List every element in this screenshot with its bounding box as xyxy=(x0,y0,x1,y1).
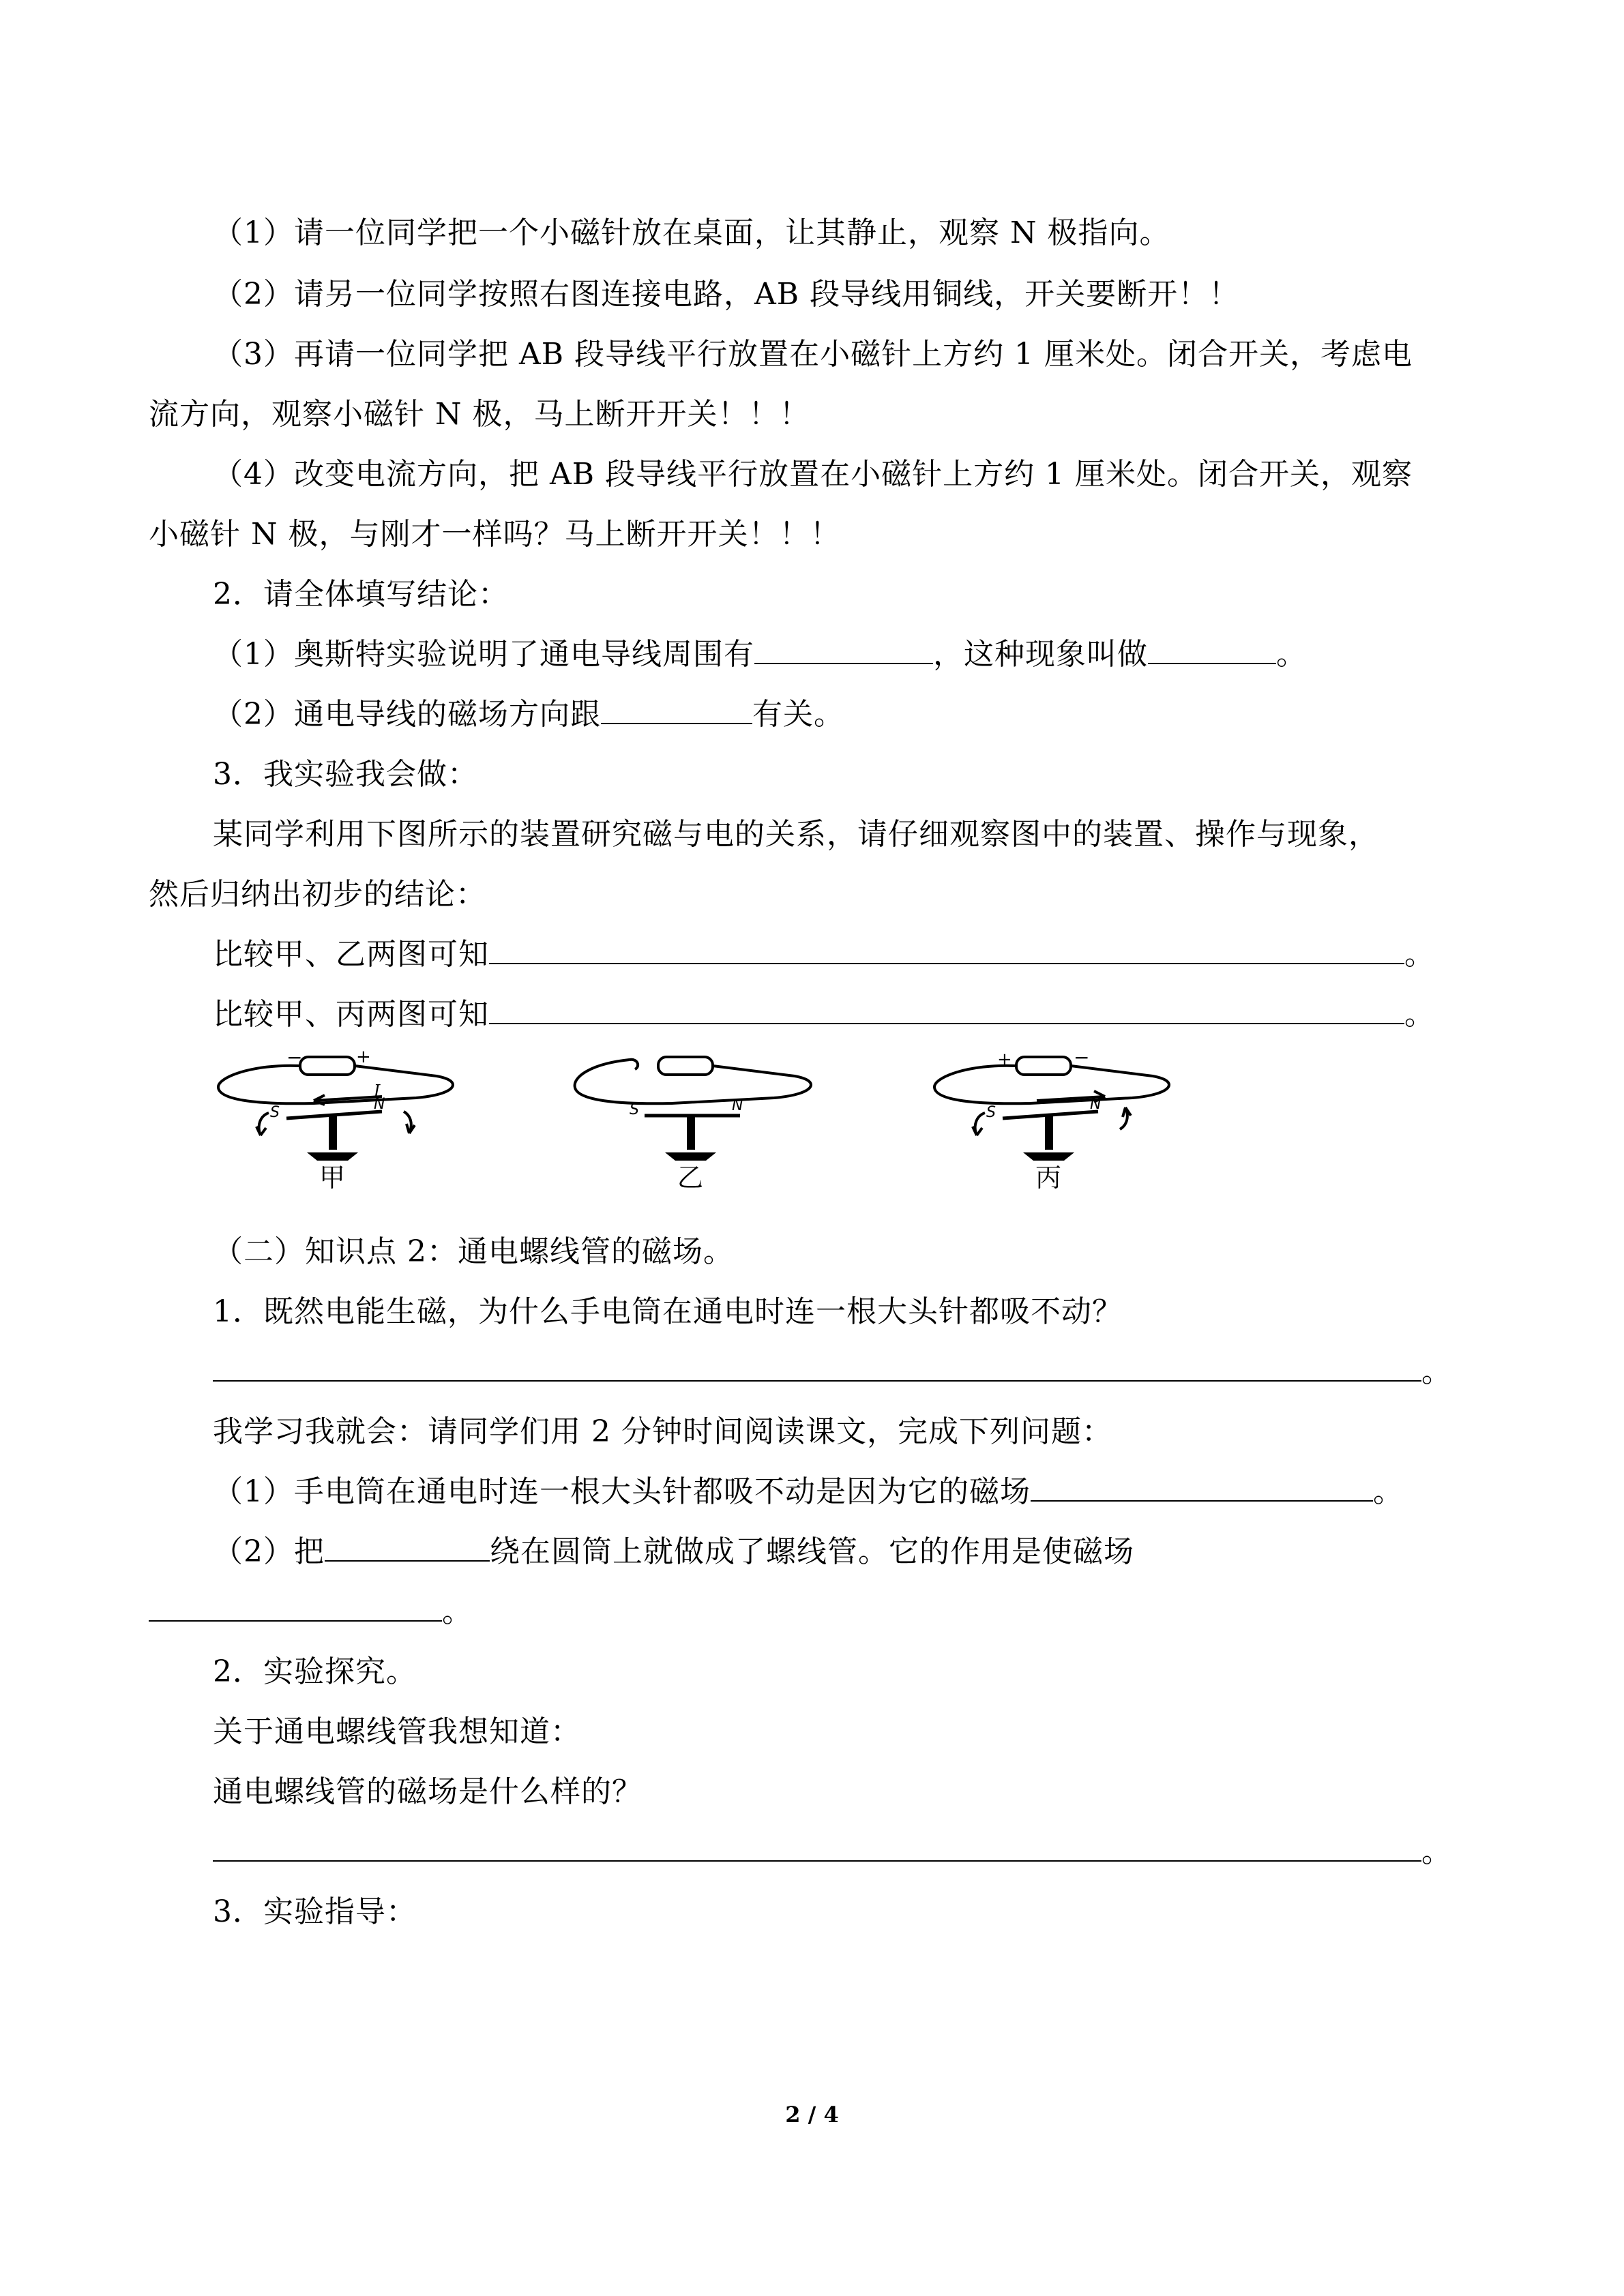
figure-caption: 丙 xyxy=(1035,1163,1062,1193)
oersted-figures xyxy=(211,1050,1200,1193)
answer-blank[interactable] xyxy=(213,1352,1421,1382)
battery-icon xyxy=(300,1057,355,1075)
reading-question-2-text: 绕在圆筒上就做成了螺线管。它的作用是使磁场 xyxy=(490,1534,1134,1569)
section-3-heading: 3．我实验我会做： xyxy=(213,757,478,792)
page-number: 2 / 4 xyxy=(785,2102,839,2128)
reading-question-1-end: 。 xyxy=(1373,1474,1404,1509)
figure-bing xyxy=(928,1050,1200,1193)
answer-blank[interactable] xyxy=(489,994,1404,1024)
figure-caption: 甲 xyxy=(319,1163,346,1193)
question-1-answer xyxy=(213,1352,1452,1392)
answer-blank[interactable] xyxy=(1148,634,1276,664)
conclusion-1 xyxy=(213,634,1307,675)
step-4-text-line2: 小磁针 N 极，与刚才一样吗？马上断开开关！！！ xyxy=(149,517,841,552)
step-3-text-line2: 流方向，观察小磁针 N 极，马上断开开关！！！ xyxy=(149,397,810,432)
figure-yi xyxy=(570,1050,842,1193)
solenoid-answer-end: 。 xyxy=(1421,1834,1452,1869)
circuit-diagram-yi xyxy=(570,1050,842,1193)
solenoid-question: 通电螺线管的磁场是什么样的？ xyxy=(213,1774,643,1809)
minus-sign: − xyxy=(1074,1050,1090,1069)
answer-blank[interactable] xyxy=(489,934,1404,964)
answer-blank[interactable] xyxy=(601,694,752,724)
reading-question-2-prefix: （2）把 xyxy=(213,1534,325,1569)
answer-blank[interactable] xyxy=(149,1592,442,1622)
wire-loop xyxy=(934,1066,1169,1104)
needle-s-label: S xyxy=(630,1101,639,1118)
circuit-diagram-jia xyxy=(211,1050,484,1193)
step-3-text-line1: （3）再请一位同学把 AB 段导线平行放置在小磁针上方约 1 厘米处。闭合开关，考虑电 xyxy=(213,337,1413,372)
answer-blank[interactable] xyxy=(325,1532,490,1562)
rotation-arrow-icon xyxy=(256,1113,269,1135)
conclusion-2-prefix: （2）通电导线的磁场方向跟 xyxy=(213,697,601,732)
step-4-text-line1: （4）改变电流方向，把 AB 段导线平行放置在小磁针上方约 1 厘米处。闭合开关，观察 xyxy=(213,457,1413,492)
reading-question-1-text: （1）手电筒在通电时连一根大头针都吸不动是因为它的磁场 xyxy=(213,1474,1031,1509)
compass-stand xyxy=(1045,1116,1053,1150)
section-2-heading: 2．请全体填写结论： xyxy=(213,577,509,612)
wire-open-end xyxy=(630,1060,638,1069)
experiment-inquiry-heading: 2．实验探究。 xyxy=(213,1654,417,1689)
wire-loop-open xyxy=(575,1060,811,1103)
experiment-intro-line1: 某同学利用下图所示的装置研究磁与电的关系，请仔细观察图中的装置、操作与现象， xyxy=(213,817,1379,852)
reading-question-2-end: 。 xyxy=(442,1594,473,1629)
needle-n-label: N xyxy=(374,1096,385,1113)
answer-blank[interactable] xyxy=(213,1832,1421,1862)
solenoid-answer xyxy=(213,1832,1452,1873)
reading-question-1 xyxy=(213,1472,1404,1512)
plus-sign: + xyxy=(997,1050,1012,1070)
reading-task: 我学习我就会：请同学们用 2 分钟时间阅读课文，完成下列问题： xyxy=(213,1414,1112,1449)
compass-base xyxy=(665,1152,716,1161)
question-1-answer-end: 。 xyxy=(1421,1354,1452,1389)
step-2-text: （2）请另一位同学按照右图连接电路，AB 段导线用铜线，开关要断开！！ xyxy=(213,277,1240,312)
compare-jia-yi-label: 比较甲、乙两图可知 xyxy=(213,937,489,972)
experiment-intro-line2: 然后归纳出初步的结论： xyxy=(149,877,486,912)
needle-s-label: S xyxy=(270,1104,280,1121)
battery-icon xyxy=(658,1057,713,1075)
conclusion-2-end: 有关。 xyxy=(752,697,844,732)
figure-jia xyxy=(211,1050,484,1193)
rotation-arrow-icon xyxy=(404,1112,415,1133)
knowledge-point-2-heading: （二）知识点 2：通电螺线管的磁场。 xyxy=(213,1234,734,1269)
minus-sign: − xyxy=(286,1050,303,1069)
reading-question-2 xyxy=(213,1532,1134,1572)
conclusion-1-middle: ，这种现象叫做 xyxy=(933,637,1148,672)
rotation-arrow-icon xyxy=(973,1113,985,1135)
compass-base xyxy=(307,1152,358,1161)
conclusion-1-end: 。 xyxy=(1276,637,1307,672)
rotation-arrow-icon xyxy=(1120,1107,1131,1129)
compass-stand xyxy=(329,1116,337,1150)
compare-jia-bing-end: 。 xyxy=(1404,997,1435,1032)
battery-icon xyxy=(1016,1057,1071,1075)
wire-loop xyxy=(218,1066,453,1104)
conclusion-1-prefix: （1）奥斯特实验说明了通电导线周围有 xyxy=(213,637,754,672)
compare-jia-yi xyxy=(213,934,1435,975)
compass-stand xyxy=(687,1116,695,1150)
current-label: I xyxy=(374,1082,381,1101)
compass-base xyxy=(1023,1152,1074,1161)
answer-blank[interactable] xyxy=(754,634,933,664)
needle-n-label: N xyxy=(732,1097,743,1114)
compare-jia-bing xyxy=(213,994,1435,1035)
compare-jia-bing-label: 比较甲、丙两图可知 xyxy=(213,997,489,1032)
reading-question-2-answer xyxy=(149,1592,473,1632)
compare-jia-yi-end: 。 xyxy=(1404,937,1435,972)
plus-sign: + xyxy=(356,1050,371,1067)
step-1-text: （1）请一位同学把一个小磁针放在桌面，让其静止，观察 N 极指向。 xyxy=(213,215,1170,250)
conclusion-2 xyxy=(213,694,844,735)
figure-caption: 乙 xyxy=(677,1163,704,1193)
circuit-diagram-bing xyxy=(928,1050,1200,1193)
needle-n-label: N xyxy=(1090,1096,1102,1113)
experiment-guide-heading: 3．实验指导： xyxy=(213,1894,417,1929)
want-to-know: 关于通电螺线管我想知道： xyxy=(213,1714,581,1749)
answer-blank[interactable] xyxy=(1031,1472,1373,1502)
question-1: 1．既然电能生磁，为什么手电筒在通电时连一根大头针都吸不动？ xyxy=(213,1294,1123,1329)
needle-s-label: S xyxy=(986,1104,996,1121)
